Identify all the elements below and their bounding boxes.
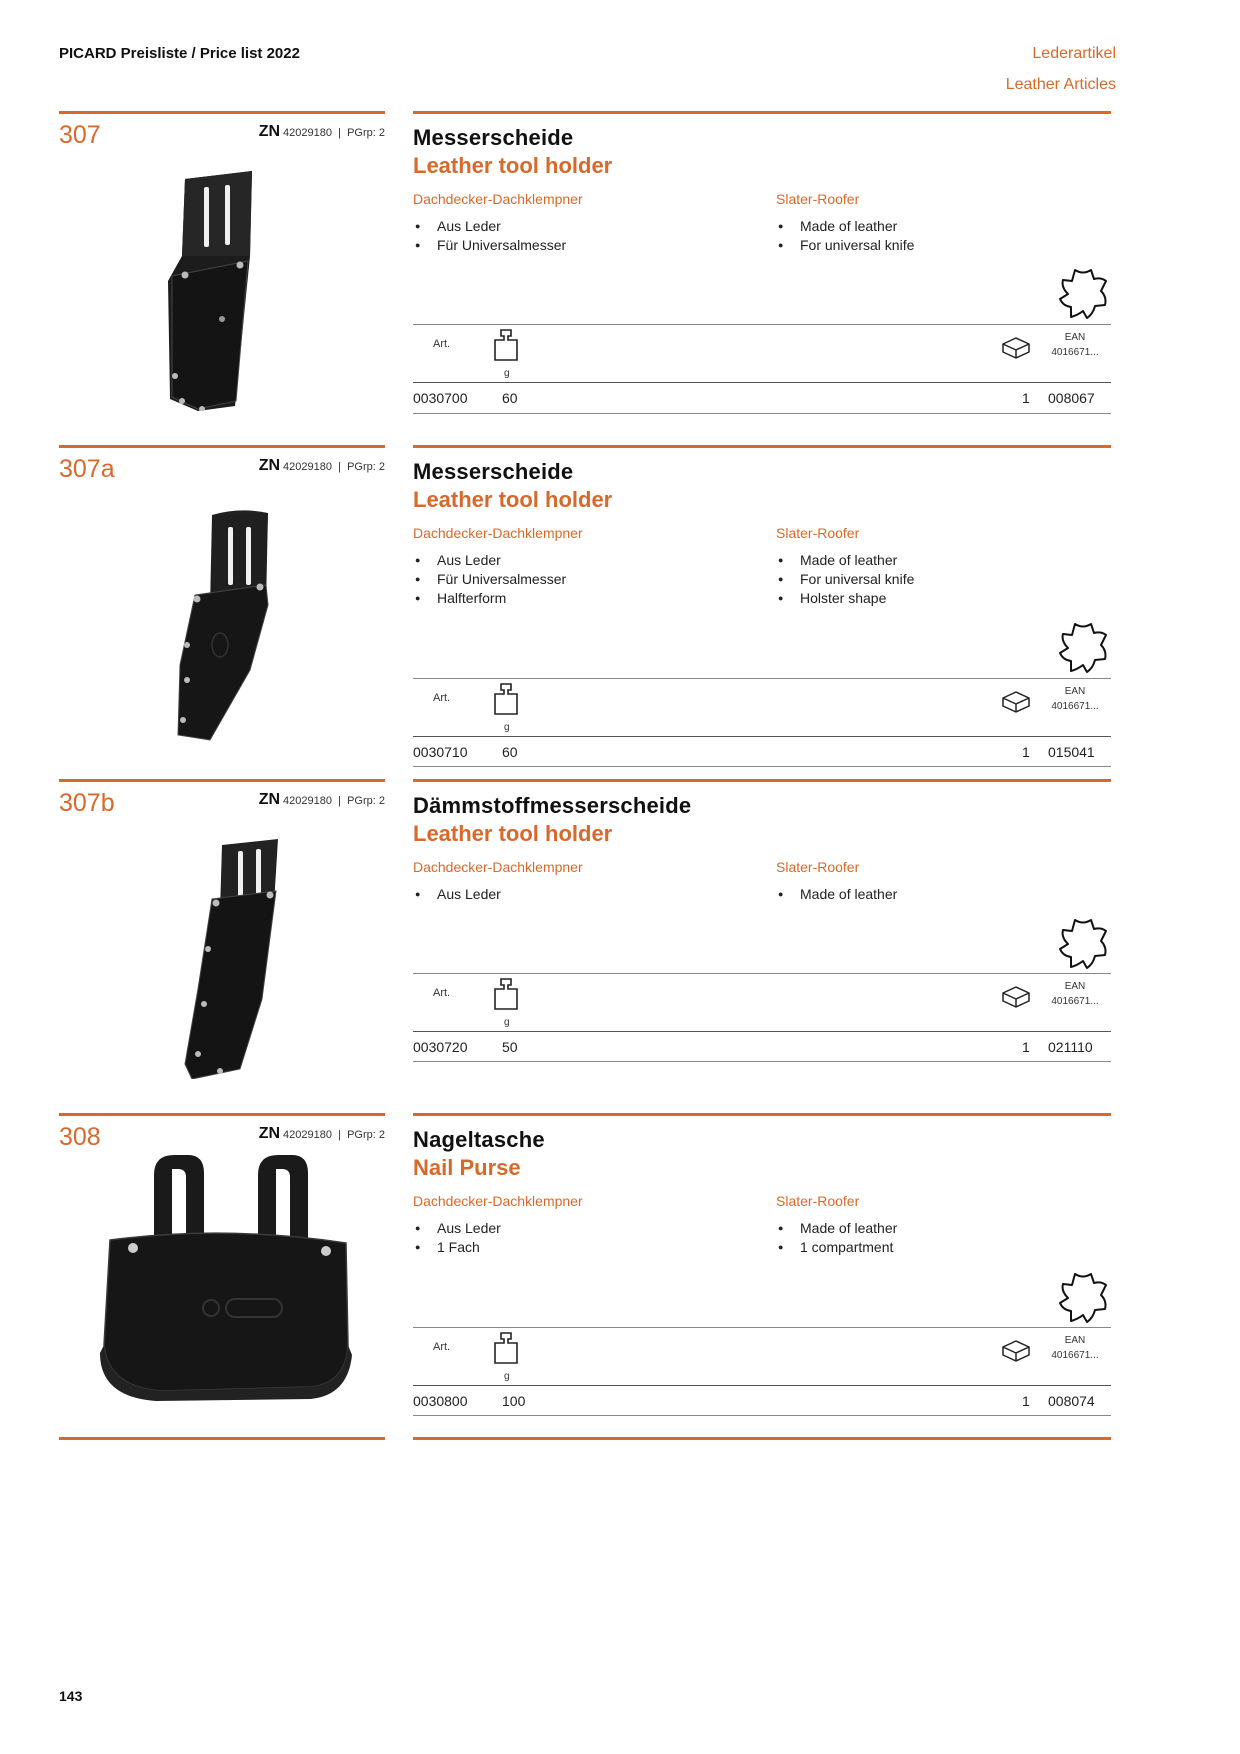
article-number: 0030710 <box>413 744 468 760</box>
product-title-de: Messerscheide <box>413 459 574 484</box>
leather-icon <box>1057 621 1109 675</box>
product-307b <box>0 779 1240 1109</box>
quantity-value: 1 <box>1022 744 1030 760</box>
divider <box>413 779 1111 782</box>
feature-list-de <box>413 885 501 904</box>
weight-unit-label: g <box>504 1017 510 1028</box>
feature-item: ● Made of leather <box>776 1219 897 1238</box>
leather-icon <box>1057 1271 1109 1325</box>
feature-list-en <box>776 1219 897 1257</box>
divider <box>59 1437 385 1440</box>
category-en: Slater-Roofer <box>776 191 860 207</box>
weight-unit-label: g <box>504 1371 510 1382</box>
leather-icon <box>1057 267 1109 321</box>
product-title-en: Leather tool holder <box>413 821 613 846</box>
product-title-de: Dämmstoffmesserscheide <box>413 793 692 818</box>
section-title-en: Leather Articles <box>1005 76 1116 93</box>
weight-value: 50 <box>502 1039 518 1055</box>
customs-code: ZN 42029180 | PGrp: 2 <box>258 457 385 474</box>
divider <box>59 445 385 448</box>
ean-label: EAN 4016671... <box>1051 332 1099 358</box>
art-label: Art. <box>433 338 451 350</box>
section-title-de: Lederartikel <box>1032 45 1116 62</box>
weight-value: 60 <box>502 744 518 760</box>
art-label: Art. <box>433 987 451 999</box>
ean-label: EAN 4016671... <box>1051 686 1099 712</box>
package-icon <box>1001 336 1031 360</box>
leather-icon <box>1057 917 1109 971</box>
ean-value: 015041 <box>1048 744 1095 760</box>
customs-code: ZN 42029180 | PGrp: 2 <box>258 123 385 140</box>
feature-list-en <box>776 217 914 255</box>
feature-item: ● Made of leather <box>776 217 914 236</box>
product-number: 307 <box>59 121 101 149</box>
feature-item: ● For universal knife <box>776 236 914 255</box>
category-en: Slater-Roofer <box>776 525 860 541</box>
feature-item: ● Holster shape <box>776 589 914 608</box>
ean-value: 021110 <box>1048 1039 1093 1055</box>
art-label: Art. <box>433 1341 451 1353</box>
feature-item: ● For universal knife <box>776 570 914 589</box>
feature-list-de <box>413 1219 501 1257</box>
art-label: Art. <box>433 692 451 704</box>
ean-label: EAN 4016671... <box>1051 1335 1099 1361</box>
feature-item: ● Aus Leder <box>413 551 566 570</box>
product-image-nail-purse <box>96 1155 356 1415</box>
weight-icon <box>493 1331 519 1365</box>
feature-list-de <box>413 217 566 255</box>
feature-item: ● Halfterform <box>413 589 566 608</box>
feature-list-en <box>776 551 914 608</box>
product-title-en: Leather tool holder <box>413 487 613 512</box>
feature-item: ● 1 compartment <box>776 1238 897 1257</box>
ean-value: 008067 <box>1048 390 1095 406</box>
product-title-en: Leather tool holder <box>413 153 613 178</box>
document-header-title: PICARD Preisliste / Price list 2022 <box>59 45 300 62</box>
weight-value: 60 <box>502 390 518 406</box>
feature-item: ● Aus Leder <box>413 217 566 236</box>
divider <box>413 111 1111 114</box>
product-image-insulation-knife-holder <box>140 829 350 1079</box>
ean-value: 008074 <box>1048 1393 1095 1409</box>
product-title-de: Nageltasche <box>413 1127 545 1152</box>
category-en: Slater-Roofer <box>776 859 860 875</box>
weight-value: 100 <box>502 1393 526 1409</box>
category-en: Slater-Roofer <box>776 1193 860 1209</box>
product-number: 308 <box>59 1123 101 1151</box>
product-307a <box>0 445 1240 775</box>
product-title-en: Nail Purse <box>413 1155 521 1180</box>
weight-icon <box>493 328 519 362</box>
quantity-value: 1 <box>1022 1039 1030 1055</box>
feature-item: ● Aus Leder <box>413 1219 501 1238</box>
category-de: Dachdecker-Dachklempner <box>413 191 583 207</box>
weight-unit-label: g <box>504 368 510 379</box>
quantity-value: 1 <box>1022 390 1030 406</box>
product-image-tool-holder <box>140 161 350 411</box>
quantity-value: 1 <box>1022 1393 1030 1409</box>
package-icon <box>1001 690 1031 714</box>
divider <box>413 1437 1111 1440</box>
customs-code: ZN 42029180 | PGrp: 2 <box>258 1125 385 1142</box>
ean-label: EAN 4016671... <box>1051 981 1099 1007</box>
weight-unit-label: g <box>504 722 510 733</box>
category-de: Dachdecker-Dachklempner <box>413 859 583 875</box>
divider <box>59 111 385 114</box>
feature-item: ● Made of leather <box>776 551 914 570</box>
feature-item: ● Aus Leder <box>413 885 501 904</box>
product-image-holster <box>140 495 350 745</box>
feature-item: ● 1 Fach <box>413 1238 501 1257</box>
category-de: Dachdecker-Dachklempner <box>413 1193 583 1209</box>
divider <box>413 445 1111 448</box>
page-number: 143 <box>59 1688 83 1704</box>
divider <box>413 1113 1111 1116</box>
category-de: Dachdecker-Dachklempner <box>413 525 583 541</box>
weight-icon <box>493 977 519 1011</box>
customs-code: ZN 42029180 | PGrp: 2 <box>258 791 385 808</box>
product-title-de: Messerscheide <box>413 125 574 150</box>
weight-icon <box>493 682 519 716</box>
feature-list-en <box>776 885 897 904</box>
product-307 <box>0 111 1240 441</box>
product-number: 307a <box>59 455 115 483</box>
divider <box>59 1113 385 1116</box>
product-308 <box>0 1113 1240 1443</box>
package-icon <box>1001 1339 1031 1363</box>
feature-list-de <box>413 551 566 608</box>
feature-item: ● Für Universalmesser <box>413 236 566 255</box>
product-number: 307b <box>59 789 115 817</box>
article-number: 0030800 <box>413 1393 468 1409</box>
article-number: 0030720 <box>413 1039 468 1055</box>
feature-item: ● Für Universalmesser <box>413 570 566 589</box>
article-number: 0030700 <box>413 390 468 406</box>
divider <box>59 779 385 782</box>
package-icon <box>1001 985 1031 1009</box>
feature-item: ● Made of leather <box>776 885 897 904</box>
